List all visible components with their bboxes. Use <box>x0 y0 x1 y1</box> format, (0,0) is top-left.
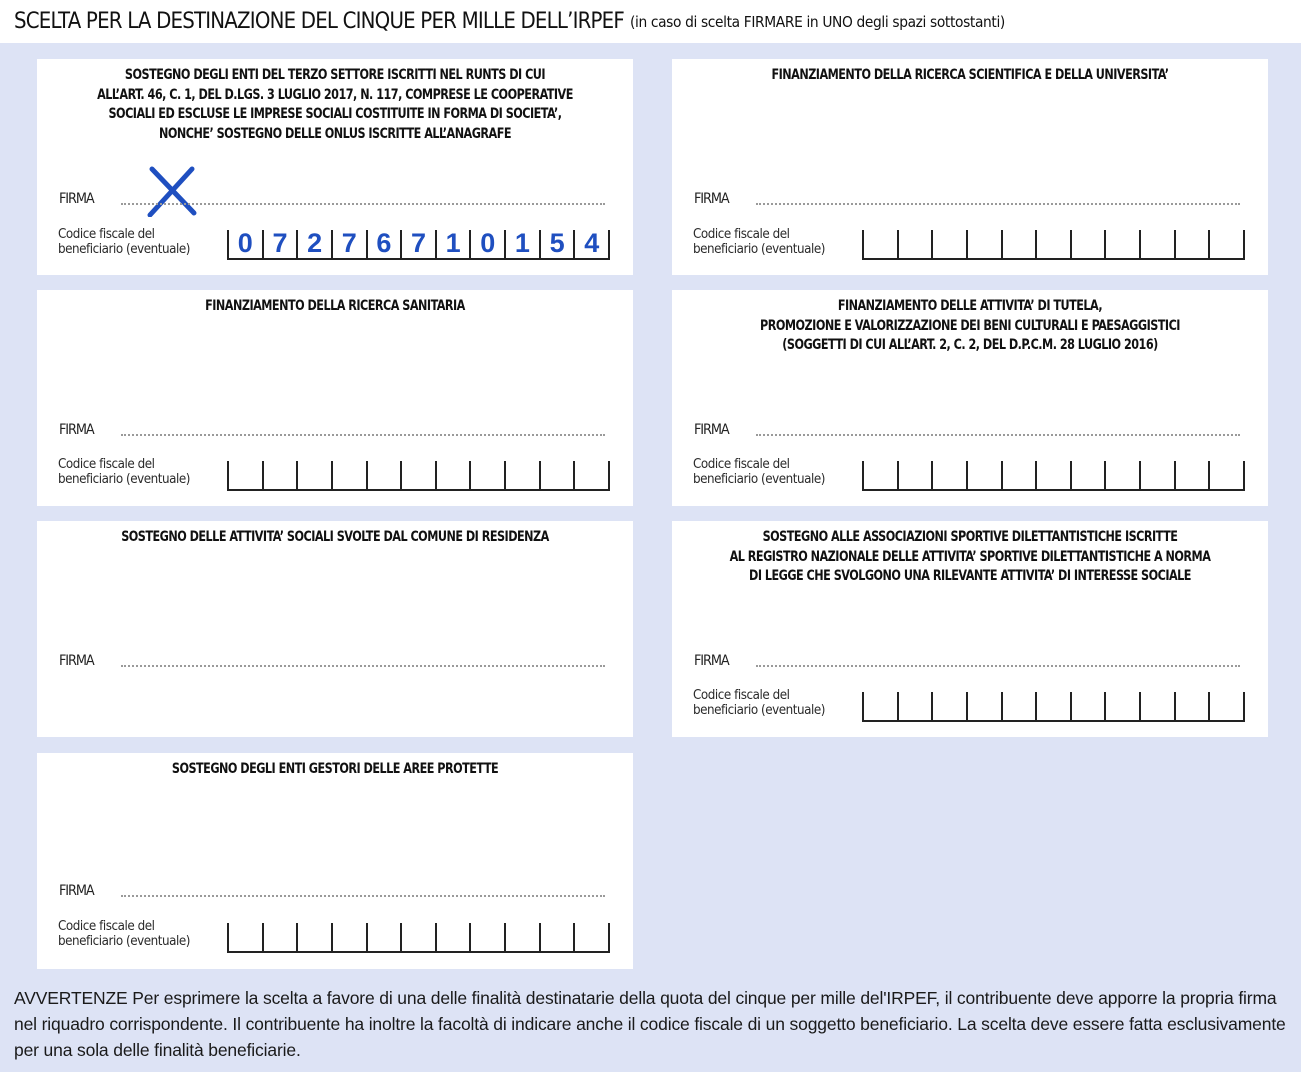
codice-fiscale-digit[interactable] <box>1035 461 1070 489</box>
firma-dotted-line[interactable] <box>121 895 605 897</box>
codice-fiscale-label: Codice fiscale del beneficiario (eventuale) <box>58 919 190 949</box>
firma-label: FIRMA <box>694 653 729 669</box>
firma-label: FIRMA <box>59 191 94 207</box>
codice-fiscale-digit[interactable] <box>296 923 331 951</box>
codice-fiscale-digit[interactable] <box>227 923 262 951</box>
codice-fiscale-digit[interactable] <box>1174 461 1209 489</box>
codice-fiscale-label: Codice fiscale del beneficiario (eventuale) <box>693 227 825 257</box>
firma-field[interactable] <box>694 649 1240 669</box>
firma-dotted-line[interactable] <box>121 434 605 436</box>
codice-fiscale-digit[interactable] <box>539 923 574 951</box>
codice-fiscale-digit[interactable] <box>435 461 470 489</box>
codice-fiscale-digit[interactable]: 4 <box>573 230 610 258</box>
codice-fiscale-digit[interactable] <box>1174 230 1209 258</box>
firma-label: FIRMA <box>59 653 94 669</box>
codice-fiscale-input[interactable] <box>862 692 1245 722</box>
box-beni-culturali <box>672 290 1268 506</box>
codice-fiscale-digit[interactable] <box>504 923 539 951</box>
box-heading: FINANZIAMENTO DELLA RICERCA SCIENTIFICA E DELLA UNIVERSITA’ <box>771 67 1169 83</box>
codice-fiscale-digit[interactable]: 5 <box>539 230 574 258</box>
codice-fiscale-digit[interactable] <box>966 692 1001 720</box>
box-heading: SOSTEGNO DEGLI ENTI GESTORI DELLE AREE PROTETTE <box>171 761 499 777</box>
box-heading: FINANZIAMENTO DELLA RICERCA SANITARIA <box>205 298 465 314</box>
codice-fiscale-digit[interactable] <box>1035 230 1070 258</box>
codice-fiscale-digit[interactable] <box>1104 692 1139 720</box>
warning-text: AVVERTENZE Per esprimere la scelta a favore di una delle finalità destinatarie della quota del cinque per mille del'IRPEF, il contribuente deve apporre la propria firma nel riquadro corrispondente. Il contribuente ha inoltre la facoltà di indicare anche il codice fiscale di un soggetto beneficiario. La scelta deve essere fatta esclusivamente per una sola delle finalità beneficiarie. <box>14 988 1286 1060</box>
codice-fiscale-digit[interactable] <box>1208 692 1245 720</box>
codice-fiscale-digit[interactable]: 7 <box>400 230 435 258</box>
box-comune-residenza <box>37 521 633 737</box>
firma-label: FIRMA <box>694 422 729 438</box>
box-heading: SOSTEGNO DELLE ATTIVITA’ SOCIALI SVOLTE DAL COMUNE DI RESIDENZA <box>121 529 549 545</box>
firma-field[interactable] <box>59 879 605 899</box>
form-title: SCELTA PER LA DESTINAZIONE DEL CINQUE PER MILLE DELL’IRPEF <box>14 9 624 34</box>
firma-field[interactable] <box>694 418 1240 438</box>
codice-fiscale-digit[interactable] <box>539 461 574 489</box>
box-terzo-settore <box>37 59 633 275</box>
codice-fiscale-digit[interactable] <box>435 923 470 951</box>
codice-fiscale-digit[interactable] <box>262 461 297 489</box>
codice-fiscale-digit[interactable] <box>1139 461 1174 489</box>
firma-field[interactable] <box>694 187 1240 207</box>
firma-dotted-line[interactable] <box>756 203 1240 205</box>
codice-fiscale-input[interactable] <box>862 230 1245 260</box>
codice-fiscale-digit[interactable] <box>366 923 401 951</box>
codice-fiscale-digit[interactable] <box>1001 230 1036 258</box>
box-heading: SOSTEGNO ALLE ASSOCIAZIONI SPORTIVE DILETTANTISTICHE ISCRITTE AL REGISTRO NAZIONALE DELLE ATTIVITA’ SPORTIVE DILETTANTISTICHE A NORMA DI LEGGE CHE SVOLGONO UNA RILEVANTE ATTIVITA’ DI INTERESSE SOCIALE <box>729 529 1211 584</box>
codice-fiscale-digit[interactable] <box>1035 692 1070 720</box>
codice-fiscale-label: Codice fiscale del beneficiario (eventuale) <box>693 457 825 487</box>
codice-fiscale-digit[interactable] <box>1174 692 1209 720</box>
codice-fiscale-digit[interactable] <box>931 230 966 258</box>
form-subtitle: (in caso di scelta FIRMARE in UNO degli spazi sottostanti) <box>629 12 1005 31</box>
codice-fiscale-input[interactable] <box>227 461 610 491</box>
codice-fiscale-digit[interactable] <box>1001 692 1036 720</box>
codice-fiscale-digit[interactable] <box>862 692 897 720</box>
codice-fiscale-digit[interactable] <box>897 461 932 489</box>
box-ricerca-sanitaria <box>37 290 633 506</box>
codice-fiscale-digit[interactable] <box>1070 230 1105 258</box>
codice-fiscale-digit[interactable] <box>897 230 932 258</box>
codice-fiscale-digit[interactable] <box>469 923 504 951</box>
codice-fiscale-digit[interactable]: 6 <box>366 230 401 258</box>
codice-fiscale-digit[interactable] <box>862 461 897 489</box>
codice-fiscale-digit[interactable] <box>504 461 539 489</box>
box-heading: SOSTEGNO DEGLI ENTI DEL TERZO SETTORE ISCRITTI NEL RUNTS DI CUI ALL’ART. 46, C. 1, DEL D.LGS. 3 LUGLIO 2017, N. 117, COMPRESE LE COOPERATIVE SOCIALI ED ESCLUSE LE IMPRESE SOCIALI COSTITUITE IN FORMA DI SOCIETA’, NONCHE’ SOSTEGNO DELLE ONLUS ISCRITTE ALL’ANAGRAFE <box>97 67 573 142</box>
codice-fiscale-digit[interactable] <box>931 461 966 489</box>
firma-dotted-line[interactable] <box>121 665 605 667</box>
box-aree-protette <box>37 753 633 969</box>
codice-fiscale-digit[interactable] <box>296 461 331 489</box>
codice-fiscale-digit[interactable] <box>262 923 297 951</box>
firma-field[interactable] <box>59 649 605 669</box>
codice-fiscale-digit[interactable]: 1 <box>435 230 470 258</box>
codice-fiscale-digit[interactable]: 7 <box>262 230 297 258</box>
firma-dotted-line[interactable] <box>756 434 1240 436</box>
codice-fiscale-digit[interactable] <box>331 461 366 489</box>
codice-fiscale-digit[interactable]: 0 <box>469 230 504 258</box>
codice-fiscale-digit[interactable] <box>1070 692 1105 720</box>
firma-field[interactable] <box>59 418 605 438</box>
firma-label: FIRMA <box>59 422 94 438</box>
codice-fiscale-digit[interactable] <box>862 230 897 258</box>
codice-fiscale-label: Codice fiscale del beneficiario (eventuale) <box>58 227 190 257</box>
codice-fiscale-digit[interactable] <box>400 923 435 951</box>
codice-fiscale-digit[interactable] <box>1208 230 1245 258</box>
codice-fiscale-input[interactable] <box>227 230 610 260</box>
codice-fiscale-digit[interactable] <box>469 461 504 489</box>
codice-fiscale-digit[interactable]: 7 <box>331 230 366 258</box>
firma-label: FIRMA <box>59 883 94 899</box>
codice-fiscale-digit[interactable] <box>331 923 366 951</box>
codice-fiscale-digit[interactable] <box>1139 692 1174 720</box>
firma-dotted-line[interactable] <box>121 203 605 205</box>
codice-fiscale-digit[interactable] <box>1070 461 1105 489</box>
firma-dotted-line[interactable] <box>756 665 1240 667</box>
codice-fiscale-digit[interactable] <box>1104 461 1139 489</box>
codice-fiscale-digit[interactable] <box>573 923 610 951</box>
codice-fiscale-digit[interactable] <box>1139 230 1174 258</box>
form-header <box>0 0 1301 43</box>
codice-fiscale-digit[interactable] <box>931 692 966 720</box>
firma-field[interactable] <box>59 187 605 207</box>
codice-fiscale-digit[interactable] <box>897 692 932 720</box>
codice-fiscale-digit[interactable] <box>1001 461 1036 489</box>
box-ricerca-scientifica <box>672 59 1268 275</box>
firma-label: FIRMA <box>694 191 729 207</box>
codice-fiscale-digit[interactable] <box>227 461 262 489</box>
codice-fiscale-digit[interactable] <box>1208 461 1245 489</box>
codice-fiscale-digit[interactable] <box>966 461 1001 489</box>
codice-fiscale-input[interactable] <box>862 461 1245 491</box>
box-heading: FINANZIAMENTO DELLE ATTIVITA’ DI TUTELA, PROMOZIONE E VALORIZZAZIONE DEI BENI CULTURALI E PAESAGGISTICI (SOGGETTI DI CUI ALL’ART. 2, C. 2, DEL D.P.C.M. 28 LUGLIO 2016) <box>760 298 1180 353</box>
codice-fiscale-digit[interactable]: 0 <box>227 230 262 258</box>
codice-fiscale-digit[interactable] <box>366 461 401 489</box>
box-associazioni-sportive <box>672 521 1268 737</box>
codice-fiscale-input[interactable] <box>227 923 610 953</box>
codice-fiscale-digit[interactable] <box>573 461 610 489</box>
codice-fiscale-digit[interactable] <box>400 461 435 489</box>
codice-fiscale-digit[interactable]: 2 <box>296 230 331 258</box>
codice-fiscale-digit[interactable] <box>966 230 1001 258</box>
codice-fiscale-digit[interactable]: 1 <box>504 230 539 258</box>
codice-fiscale-digit[interactable] <box>1104 230 1139 258</box>
codice-fiscale-label: Codice fiscale del beneficiario (eventuale) <box>58 457 190 487</box>
codice-fiscale-label: Codice fiscale del beneficiario (eventuale) <box>693 688 825 718</box>
